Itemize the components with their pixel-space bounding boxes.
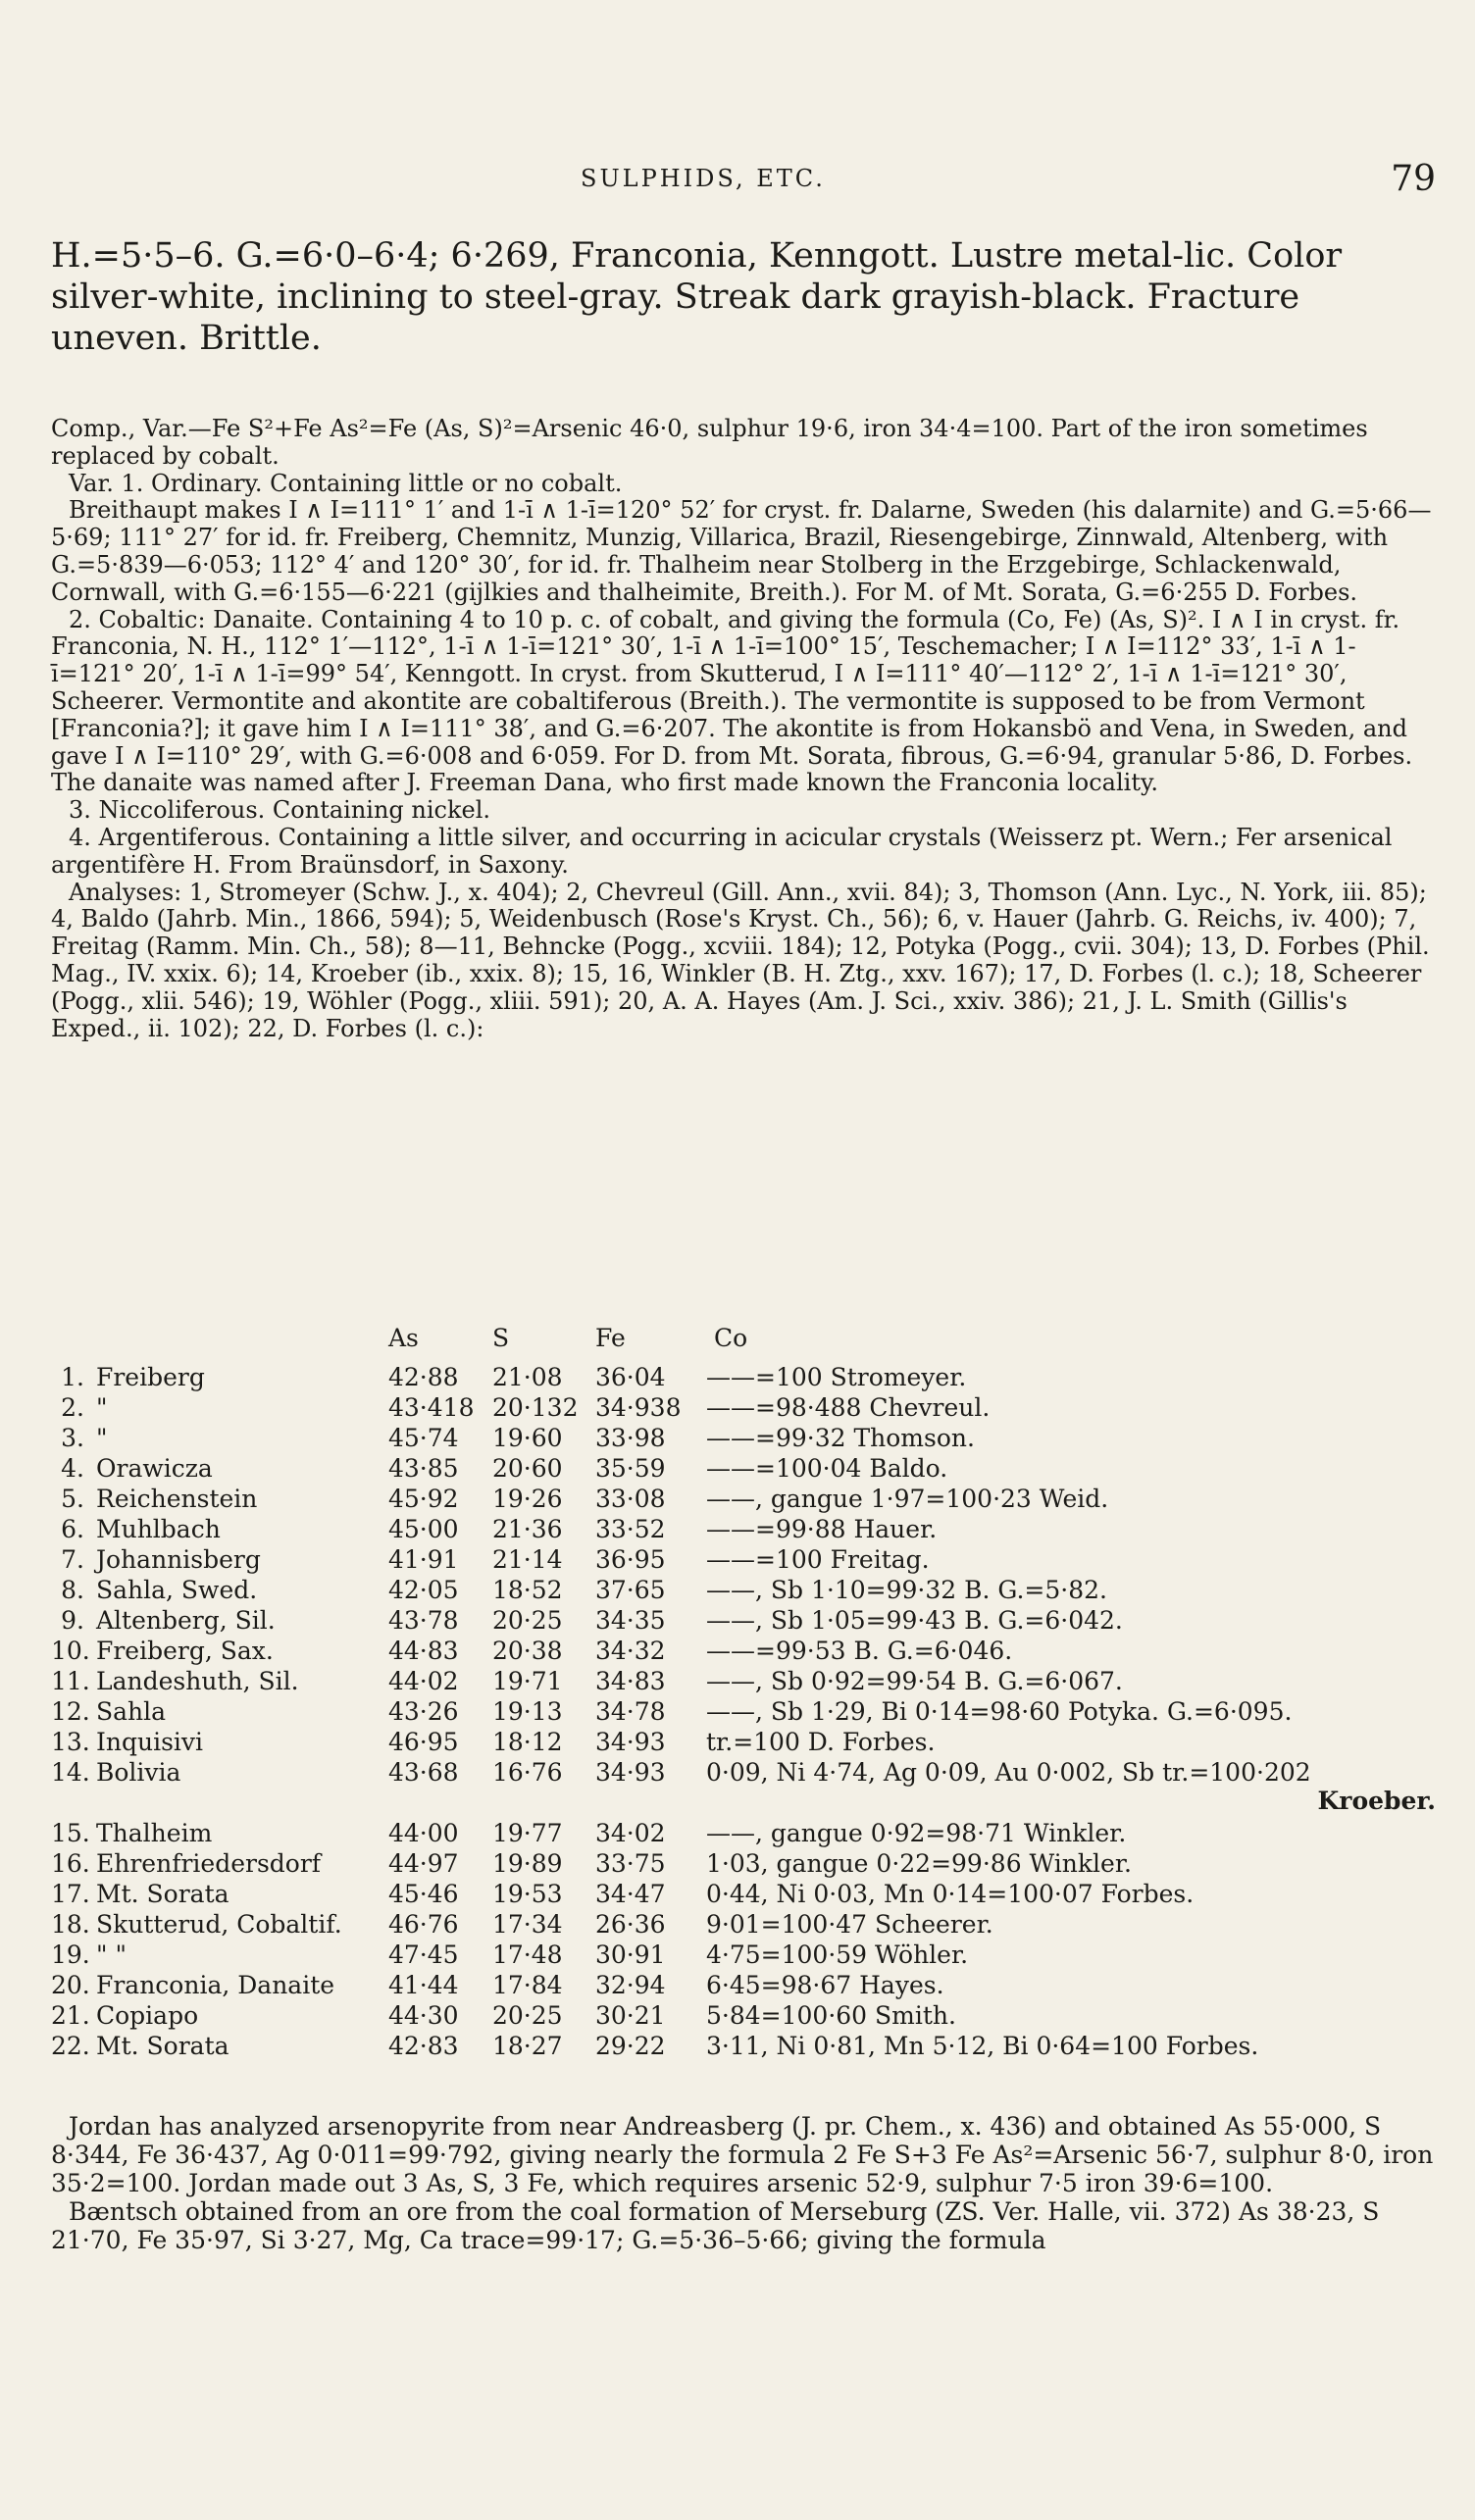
cell-co-remainder: ——=100 Freitag. [706, 1545, 930, 1574]
table-row [51, 1758, 1436, 1819]
paragraph-composition: Comp., Var.—Fe S²+Fe As²=Fe (As, S)²=Arsenic 46·0, sulphur 19·6, iron 34·4=100. Part of the iron sometimes replaced by cobalt. [51, 415, 1368, 470]
row-locality: Mt. Sorata [96, 2032, 229, 2060]
cell-fe: 32·94 [595, 1971, 666, 1999]
row-number: 1. [61, 1363, 84, 1391]
cell-as: 41·91 [388, 1545, 459, 1574]
row-locality: Inquisivi [96, 1728, 204, 1756]
table-body [51, 1363, 1436, 2062]
row-number: 11. [51, 1667, 90, 1695]
table-row [51, 1819, 1436, 1849]
row-locality: Orawicza [96, 1454, 213, 1483]
cell-s: 18·12 [492, 1728, 563, 1756]
cell-fe: 30·91 [595, 1940, 666, 1969]
cell-co-remainder: 5·84=100·60 Smith. [706, 2001, 956, 2030]
cell-as: 45·46 [388, 1880, 459, 1908]
cell-as: 45·00 [388, 1515, 459, 1543]
cell-as: 45·74 [388, 1424, 459, 1452]
table-row [51, 1424, 1436, 1454]
cell-fe: 34·35 [595, 1606, 666, 1635]
row-locality: Skutterud, Cobaltif. [96, 1910, 342, 1939]
cell-fe: 33·98 [595, 1424, 666, 1452]
row-number: 21. [51, 2001, 90, 2030]
row-locality: Freiberg [96, 1363, 205, 1391]
row-locality: Johannisberg [96, 1545, 261, 1574]
cell-s: 19·53 [492, 1880, 563, 1908]
row-number: 16. [51, 1849, 90, 1878]
cell-s: 21·08 [492, 1363, 563, 1391]
row-locality: Sahla [96, 1697, 167, 1726]
cell-as: 42·88 [388, 1363, 459, 1391]
paragraph-var-ordinary: Var. 1. Ordinary. Containing little or no cobalt. [69, 469, 623, 497]
row-locality: Sahla, Swed. [96, 1576, 258, 1604]
intro-paragraph: H.=5·5–6. G.=6·0–6·4; 6·269, Franconia, Kenngott. Lustre metal-lic. Color silver-white, inclining to steel-gray. Streak dark grayish-black. Fracture uneven. Brittle. [51, 236, 1343, 358]
row-locality: Muhlbach [96, 1515, 221, 1543]
paragraph-niccoliferous: 3. Niccoliferous. Containing nickel. [69, 796, 491, 825]
cell-s: 20·38 [492, 1637, 563, 1665]
page-number: 79 [1391, 159, 1436, 199]
cell-co-remainder: 3·11, Ni 0·81, Mn 5·12, Bi 0·64=100 Forbes. [706, 2032, 1259, 2060]
cell-fe: 36·95 [595, 1545, 666, 1574]
cell-s: 21·36 [492, 1515, 563, 1543]
cell-s: 17·84 [492, 1971, 563, 1999]
cell-as: 46·76 [388, 1910, 459, 1939]
cell-co-text: 0·09, Ni 4·74, Ag 0·09, Au 0·002, Sb tr.=100·202 [706, 1758, 1311, 1787]
cell-as: 44·02 [388, 1667, 459, 1695]
cell-co-remainder [706, 1758, 1436, 1815]
table-row [51, 1576, 1436, 1606]
row-locality: Landeshuth, Sil. [96, 1667, 299, 1695]
row-locality: Thalheim [96, 1819, 213, 1847]
row-number: 6. [61, 1515, 84, 1543]
cell-as: 42·83 [388, 2032, 459, 2060]
cell-s: 21·14 [492, 1545, 563, 1574]
cell-fe: 37·65 [595, 1576, 666, 1604]
cell-fe: 36·04 [595, 1363, 666, 1391]
cell-co-remainder: ——, Sb 1·05=99·43 B. G.=6·042. [706, 1606, 1123, 1635]
cell-fe: 34·83 [595, 1667, 666, 1695]
page-header [51, 159, 1436, 198]
cell-co-remainder: ——=99·53 B. G.=6·046. [706, 1637, 1013, 1665]
cell-as: 43·78 [388, 1606, 459, 1635]
cell-fe: 34·78 [595, 1697, 666, 1726]
paragraph-jordan: Jordan has analyzed arsenopyrite from near Andreasberg (J. pr. Chem., x. 436) and obtained As 55·000, S 8·344, Fe 36·437, Ag 0·011=99·792, giving nearly the formula 2 Fe S+3 Fe As²=Arsenic 56·7, sulphur 8·0, iron 35·2=100. Jordan made out 3 As, S, 3 Fe, which requires arsenic 52·9, sulphur 7·5 iron 39·6=100. [51, 2112, 1434, 2197]
row-number: 15. [51, 1819, 90, 1847]
table-row [51, 1940, 1436, 1971]
cell-co-remainder: 1·03, gangue 0·22=99·86 Winkler. [706, 1849, 1132, 1878]
cell-fe: 34·93 [595, 1758, 666, 1787]
row-locality: Franconia, Danaite [96, 1971, 335, 1999]
cell-fe: 34·47 [595, 1880, 666, 1908]
row-number: 13. [51, 1728, 90, 1756]
cell-co-remainder: ——, Sb 0·92=99·54 B. G.=6·067. [706, 1667, 1123, 1695]
row-number: 12. [51, 1697, 90, 1726]
cell-co-remainder: ——=100 Stromeyer. [706, 1363, 967, 1391]
table-row [51, 1545, 1436, 1576]
cell-co-remainder: ——=99·88 Hauer. [706, 1515, 938, 1543]
row-number: 10. [51, 1637, 90, 1665]
cell-as: 43·68 [388, 1758, 459, 1787]
cell-as: 44·30 [388, 2001, 459, 2030]
table-row [51, 1393, 1436, 1424]
cell-fe: 33·08 [595, 1485, 666, 1513]
table-row [51, 1606, 1436, 1637]
analyses-table [51, 1324, 1436, 2062]
cell-as: 46·95 [388, 1728, 459, 1756]
cell-fe: 34·32 [595, 1637, 666, 1665]
row-number: 2. [61, 1393, 84, 1422]
cell-s: 18·27 [492, 2032, 563, 2060]
row-locality: Copiapo [96, 2001, 199, 2030]
cell-s: 19·71 [492, 1667, 563, 1695]
table-row [51, 1485, 1436, 1515]
running-title: SULPHIDS, ETC. [581, 165, 826, 192]
cell-s: 17·48 [492, 1940, 563, 1969]
row-locality: " [96, 1424, 108, 1452]
cell-fe: 34·02 [595, 1819, 666, 1847]
paragraph-analyses: Analyses: 1, Stromeyer (Schw. J., x. 404); 2, Chevreul (Gill. Ann., xvii. 84); 3, Thomson (Ann. Lyc., N. York, iii. 85); 4, Baldo (Jahrb. Min., 1866, 594); 5, Weidenbusch (Rose's Kryst. Ch., 56); 6, v. Hauer (Jahrb. G. Reichs, iv. 400); 7, Freitag (Ramm. Min. Ch., 58); 8—11, Behncke (Pogg., xcviii. 184); 12, Potyka (Pogg., cvii. 304); 13, D. Forbes (Phil. Mag., IV. xxix. 6); 14, Kroeber (ib., xxix. 8); 15, 16, Winkler (B. H. Ztg., xxv. 167); 17, D. Forbes (l. c.); 18, Scheerer (Pogg., xlii. 546); 19, Wöhler (Pogg., xliii. 591); 20, A. A. Hayes (Am. J. Sci., xxiv. 386); 21, J. L. Smith (Gillis's Exped., ii. 102); 22, D. Forbes (l. c.): [51, 878, 1430, 1042]
paragraph-argentiferous: 4. Argentiferous. Containing a little silver, and occurring in acicular crystals (Weisserz pt. Wern.; Fer arsenical argentifère H. From Braünsdorf, in Saxony. [51, 823, 1393, 879]
table-header [51, 1324, 1436, 1363]
row-number: 3. [61, 1424, 84, 1452]
row-locality: Mt. Sorata [96, 1880, 229, 1908]
row-number: 17. [51, 1880, 90, 1908]
table-row [51, 1971, 1436, 2001]
cell-co-remainder: ——=100·04 Baldo. [706, 1454, 948, 1483]
column-header-as: As [388, 1324, 419, 1352]
row-number: 19. [51, 1940, 90, 1969]
table-row [51, 1910, 1436, 1940]
cell-co-remainder: 0·44, Ni 0·03, Mn 0·14=100·07 Forbes. [706, 1880, 1195, 1908]
row-number: 20. [51, 1971, 90, 1999]
row-number: 14. [51, 1758, 90, 1787]
column-header-fe: Fe [595, 1324, 626, 1352]
row-number: 5. [61, 1485, 84, 1513]
row-locality: Ehrenfriedersdorf [96, 1849, 322, 1878]
cell-co-remainder: 4·75=100·59 Wöhler. [706, 1940, 969, 1969]
cell-s: 19·13 [492, 1697, 563, 1726]
cell-s: 16·76 [492, 1758, 563, 1787]
cell-analyst-continuation: Kroeber. [1317, 1787, 1436, 1815]
cell-fe: 33·75 [595, 1849, 666, 1878]
cell-s: 20·25 [492, 1606, 563, 1635]
table-row [51, 2032, 1436, 2062]
row-locality: " [96, 1393, 108, 1422]
cell-co-remainder: ——=98·488 Chevreul. [706, 1393, 991, 1422]
paragraph-baentsch: Bæntsch obtained from an ore from the coal formation of Merseburg (ZS. Ver. Halle, vii. 372) As 38·23, S 21·70, Fe 35·97, Si 3·27, Mg, Ca trace=99·17; G.=5·36–5·66; giving the formula [51, 2197, 1380, 2254]
table-row [51, 1454, 1436, 1485]
row-number: 4. [61, 1454, 84, 1483]
cell-s: 20·60 [492, 1454, 563, 1483]
cell-fe: 30·21 [595, 2001, 666, 2030]
row-number: 18. [51, 1910, 90, 1939]
cell-co-remainder: ——, Sb 1·10=99·32 B. G.=5·82. [706, 1576, 1107, 1604]
cell-s: 20·132 [492, 1393, 579, 1422]
cell-co-remainder: tr.=100 D. Forbes. [706, 1728, 936, 1756]
cell-as: 43·26 [388, 1697, 459, 1726]
cell-as: 44·97 [388, 1849, 459, 1878]
cell-s: 17·34 [492, 1910, 563, 1939]
row-locality: Reichenstein [96, 1485, 258, 1513]
cell-as: 43·85 [388, 1454, 459, 1483]
cell-s: 20·25 [492, 2001, 563, 2030]
cell-co-remainder: ——, gangue 1·97=100·23 Weid. [706, 1485, 1109, 1513]
table-row [51, 1515, 1436, 1545]
cell-as: 45·92 [388, 1485, 459, 1513]
cell-as: 43·418 [388, 1393, 475, 1422]
cell-co-remainder: ——, gangue 0·92=98·71 Winkler. [706, 1819, 1127, 1847]
cell-as: 44·00 [388, 1819, 459, 1847]
column-header-co: Co [714, 1324, 748, 1352]
column-header-s: S [492, 1324, 510, 1352]
cell-co-remainder: 6·45=98·67 Hayes. [706, 1971, 944, 1999]
cell-as: 41·44 [388, 1971, 459, 1999]
row-locality: " " [96, 1940, 127, 1969]
table-row [51, 1728, 1436, 1758]
table-row [51, 1363, 1436, 1393]
table-row [51, 2001, 1436, 2032]
table-row [51, 1880, 1436, 1910]
row-locality: Freiberg, Sax. [96, 1637, 274, 1665]
cell-co-remainder: 9·01=100·47 Scheerer. [706, 1910, 993, 1939]
cell-s: 19·89 [492, 1849, 563, 1878]
paragraph-breithaupt: Breithaupt makes I ∧ I=111° 1′ and 1-ī ∧ 1-ī=120° 52′ for cryst. fr. Dalarne, Sweden (his dalarnite) and G.=5·66—5·69; 111° 27′ for id. fr. Freiberg, Chemnitz, Munzig, Villarica, Brazil, Riesengebirge, Zinnwald, Altenberg, with G.=5·839—6·053; 112° 4′ and 120° 30′, for id. fr. Thalheim near Stolberg in the Erzgebirge, Schlackenwald, Cornwall, with G.=6·155—6·221 (gijlkies and thalheimite, Breith.). For M. of Mt. Sorata, G.=6·255 D. Forbes. [51, 496, 1432, 606]
cell-s: 19·26 [492, 1485, 563, 1513]
cell-co-remainder: ——, Sb 1·29, Bi 0·14=98·60 Potyka. G.=6·095. [706, 1697, 1293, 1726]
table-row [51, 1667, 1436, 1697]
cell-fe: 34·938 [595, 1393, 682, 1422]
cell-as: 44·83 [388, 1637, 459, 1665]
cell-fe: 26·36 [595, 1910, 666, 1939]
table-row [51, 1637, 1436, 1667]
cell-co-remainder: ——=99·32 Thomson. [706, 1424, 975, 1452]
physical-properties [51, 235, 1436, 359]
table-row [51, 1697, 1436, 1728]
paragraph-cobaltic: 2. Cobaltic: Danaite. Containing 4 to 10 p. c. of cobalt, and giving the formula (Co, Fe) (As, S)². I ∧ I in cryst. fr. Franconia, N. H., 112° 1′—112°, 1-ī ∧ 1-ī=121° 30′, 1-ī ∧ 1-ī=100° 15′, Teschemacher; I ∧ I=112° 33′, 1-ī ∧ 1-ī=121° 20′, 1-ī ∧ 1-ī=99° 54′, Kenngott. In cryst. from Skutterud, I ∧ I=111° 40′—112° 2′, 1-ī ∧ 1-ī=121° 30′, Scheerer. Vermontite and akontite are cobaltiferous (Breith.). The vermontite is supposed to be from Vermont [Franconia?]; it gave him I ∧ I=111° 38′, and G.=6·207. The akontite is from Hokansbö and Vena, in Sweden, and gave I ∧ I=110° 29′, with G.=6·008 and 6·059. For D. from Mt. Sorata, fibrous, G.=6·94, granular 5·86, D. Forbes. The danaite was named after J. Freeman Dana, who first made known the Franconia locality. [51, 605, 1413, 797]
row-number: 8. [61, 1576, 84, 1604]
cell-as: 47·45 [388, 1940, 459, 1969]
cell-s: 19·77 [492, 1819, 563, 1847]
closing-section [51, 2112, 1436, 2254]
row-number: 9. [61, 1606, 84, 1635]
cell-fe: 33·52 [595, 1515, 666, 1543]
cell-s: 18·52 [492, 1576, 563, 1604]
row-locality: Bolivia [96, 1758, 181, 1787]
row-number: 7. [61, 1545, 84, 1574]
table-row [51, 1849, 1436, 1880]
cell-fe: 29·22 [595, 2032, 666, 2060]
cell-s: 19·60 [492, 1424, 563, 1452]
cell-fe: 35·59 [595, 1454, 666, 1483]
row-locality: Altenberg, Sil. [96, 1606, 276, 1635]
row-number: 22. [51, 2032, 90, 2060]
cell-as: 42·05 [388, 1576, 459, 1604]
cell-fe: 34·93 [595, 1728, 666, 1756]
composition-section [51, 416, 1436, 1042]
